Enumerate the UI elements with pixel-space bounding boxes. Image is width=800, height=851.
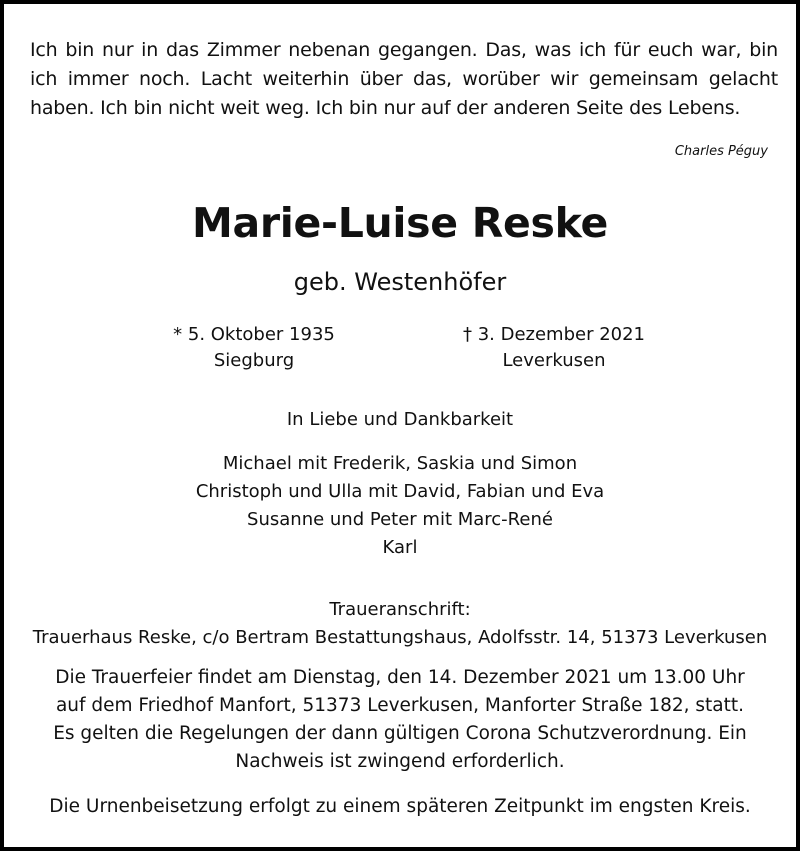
family-list	[4, 450, 796, 562]
dedication: In Liebe und Dankbarkeit	[286, 409, 514, 430]
address-label: Traueranschrift:	[329, 599, 471, 620]
ceremony-line: auf dem Friedhof Manfort, 51373 Leverkusen, Manforter Straße 182, statt.	[55, 695, 745, 716]
ceremony-info	[4, 664, 796, 776]
family-line: Michael mit Frederik, Saskia und Simon	[222, 453, 578, 474]
birth-date: * 5. Oktober 1935	[173, 324, 335, 345]
mourning-address	[4, 596, 796, 652]
death-info	[444, 322, 664, 374]
death-date: † 3. Dezember 2021	[462, 324, 646, 345]
family-line: Susanne und Peter mit Marc-René	[247, 509, 553, 530]
ceremony-line: Die Trauerfeier findet am Dienstag, den 14. Dezember 2021 um 13.00 Uhr	[55, 667, 745, 688]
family-line: Christoph und Ulla mit David, Fabian und Eva	[195, 481, 605, 502]
burial-info: Die Urnenbeisetzung erfolgt zu einem späteren Zeitpunkt im engsten Kreis.	[49, 796, 751, 817]
ceremony-line: Nachweis ist zwingend erforderlich.	[235, 751, 565, 772]
birth-name: geb. Westenhöfer	[293, 268, 507, 296]
deceased-name: Marie-Luise Reske	[191, 199, 609, 247]
memorial-quote: Ich bin nur in das Zimmer nebenan gegangen. Das, was ich für euch war, bin ich immer noch. Lacht weiterhin über das, worüber wir gemeinsam gelacht haben. Ich bin nicht weit weg. Ich bin nur auf der anderen Seite des Lebens.	[30, 39, 778, 119]
birth-place: Siegburg	[213, 350, 295, 371]
ceremony-line: Es gelten die Regelungen der dann gültigen Corona Schutzverordnung. Ein	[53, 723, 747, 744]
family-line: Karl	[382, 537, 418, 558]
birth-info	[154, 322, 354, 374]
address-line: Trauerhaus Reske, c/o Bertram Bestattungshaus, Adolfsstr. 14, 51373 Leverkusen	[32, 627, 768, 648]
quote-author: Charles Péguy	[674, 144, 768, 159]
death-place: Leverkusen	[502, 350, 606, 371]
